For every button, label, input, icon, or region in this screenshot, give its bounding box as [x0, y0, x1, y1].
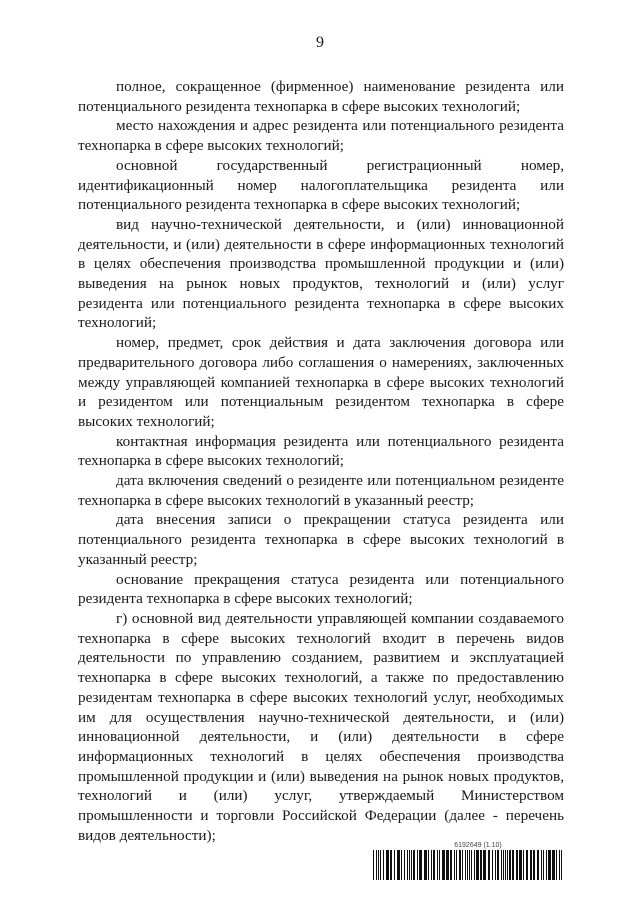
- paragraph: основание прекращения статуса резидента или потенциального резидента технопарка в сфере высоких технологий;: [78, 570, 564, 608]
- barcode-code: 6192649 (1.10): [454, 842, 502, 849]
- paragraph: вид научно-технической деятельности, и (или) инновационной деятельности, и (или) деятельности в сфере информационных технологий в целях обеспечения производства промышленной продукции и (или) выведения на рынок новых продуктов, технологий и (или) услуг резидента или потенциального резидента технопарка в сфере высоких технологий;: [78, 215, 564, 332]
- barcode-icon: [372, 850, 564, 880]
- paragraph: г) основной вид деятельности управляющей компании создаваемого технопарка в сфере высоких технологий входит в перечень видов деятельности по управлению созданием, развитием и эксплуатацией технопарка в сфере высоких технологий, а также по предоставлению резидентам технопарка в сфере высоких технологий услуг, необходимых им для осуществления научно-технической деятельности, и (или) инновационной деятельности, и (или) деятельности в сфере информационных технологий в целях обеспечения производства промышленной продукции и (или) выведения на рынок новых продуктов, технологий и (или) услуг, утверждаемый Министерством промышленности и торговли Российской Федерации (далее - перечень видов деятельности);: [78, 609, 564, 844]
- paragraph: место нахождения и адрес резидента или потенциального резидента технопарка в сфере высоких технологий;: [78, 117, 564, 155]
- document-barcode: [372, 841, 564, 880]
- document-body: [78, 77, 564, 845]
- paragraph: основной государственный регистрационный номер, идентификационный номер налогоплательщика резидента или потенциального резидента технопарка в сфере высоких технологий;: [78, 156, 564, 214]
- paragraph: дата внесения записи о прекращении статуса резидента или потенциального резидента технопарка в сфере высоких технологий в указанный реестр;: [78, 511, 564, 568]
- page-number: 9: [316, 34, 324, 51]
- paragraph: полное, сокращенное (фирменное) наименование резидента или потенциального резидента технопарка в сфере высоких технологий;: [78, 78, 564, 115]
- paragraph: дата включения сведений о резиденте или потенциальном резиденте технопарка в сфере высоких технологий в указанный реестр;: [78, 472, 564, 509]
- paragraph: контактная информация резидента или потенциального резидента технопарка в сфере высоких технологий;: [78, 432, 564, 470]
- paragraph: номер, предмет, срок действия и дата заключения договора или предварительного договора либо соглашения о намерениях, заключенных между управляющей компанией технопарка в сфере высоких технологий и резидентом или потенциальным резидентом технопарка в сфере высоких технологий;: [78, 334, 564, 430]
